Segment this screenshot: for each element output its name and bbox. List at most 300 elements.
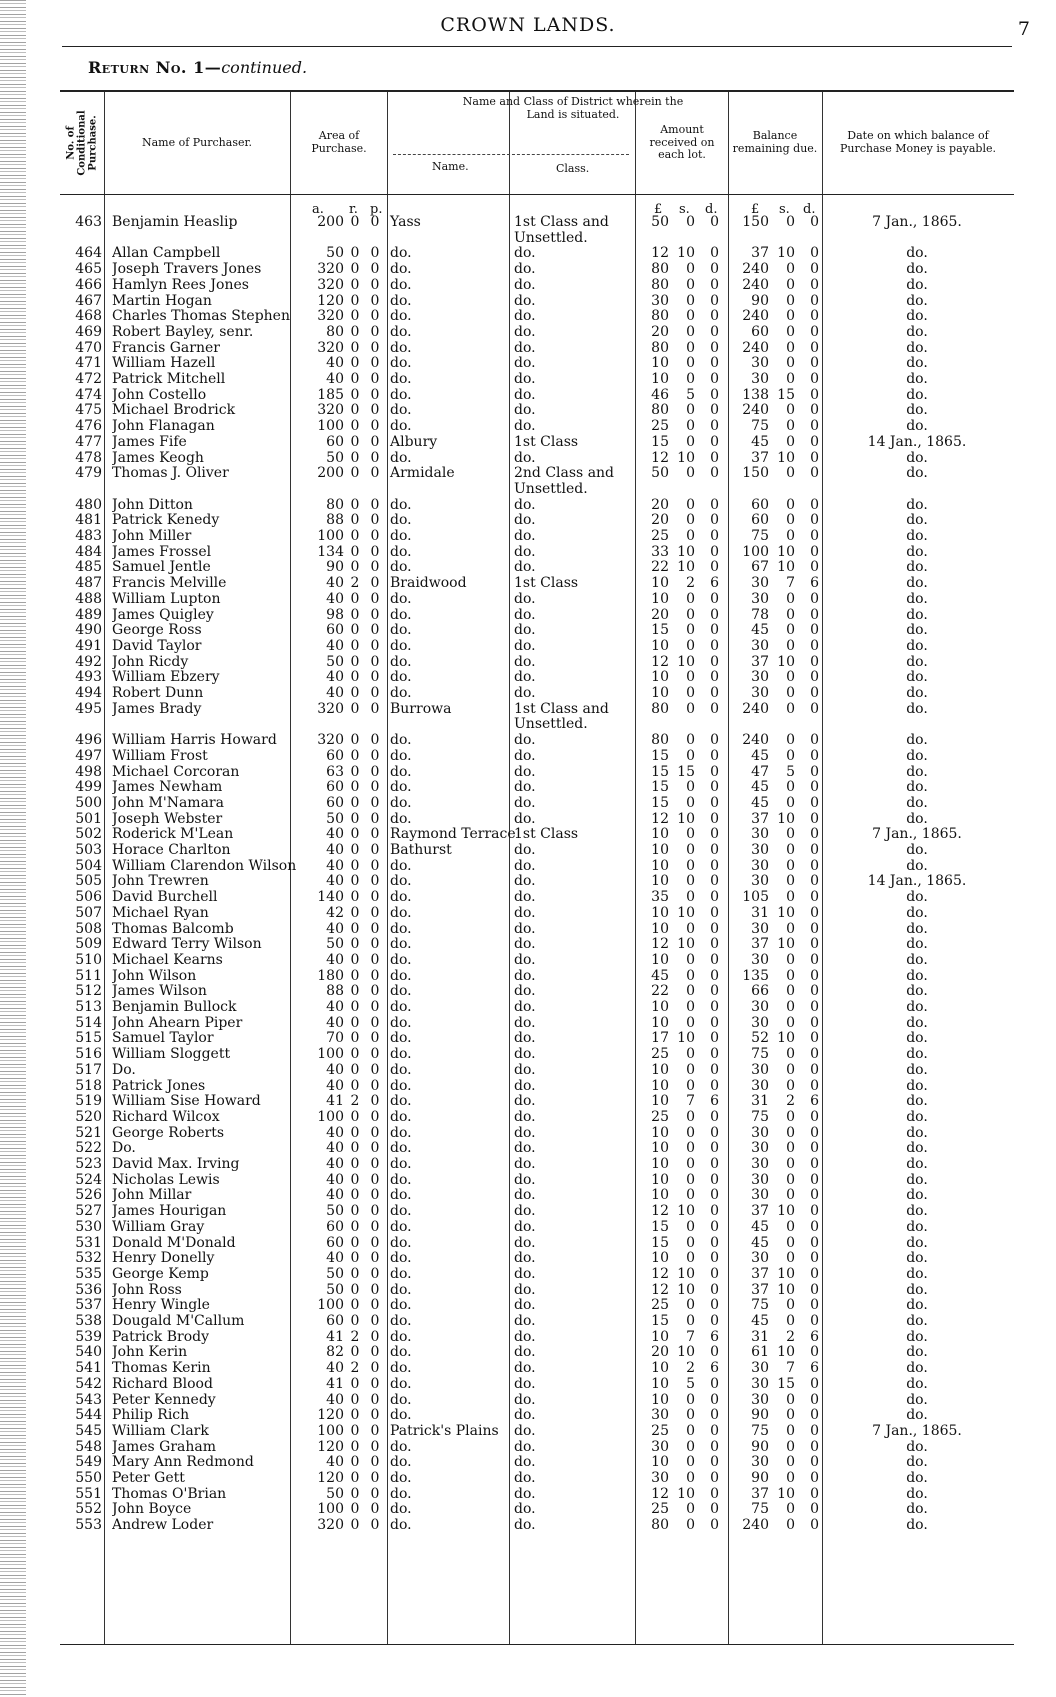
payable-date: do. (906, 1470, 928, 1486)
area-acres: 40 (326, 590, 344, 607)
balance-shillings: 0 (786, 1124, 795, 1141)
purchaser-name: David Burchell (112, 889, 218, 906)
amount-shillings: 0 (686, 1517, 695, 1534)
area-roods: 0 (350, 1061, 360, 1078)
purchaser-name: Thomas Kerin (112, 1360, 211, 1377)
balance-pounds: 75 (751, 1108, 769, 1125)
amount-pounds: 25 (651, 1108, 669, 1125)
balance-shillings: 0 (786, 1517, 795, 1534)
area-acres: 180 (317, 967, 344, 984)
balance-shillings: 10 (777, 1344, 795, 1361)
balance-pounds: 30 (751, 1391, 769, 1408)
amount-pounds: 15 (651, 433, 669, 450)
district-class: do. (514, 1422, 536, 1439)
table-row (60, 1093, 1014, 1109)
area-acres: 100 (317, 418, 344, 435)
area-perches: 0 (370, 433, 380, 450)
header-district: Name and Class of District wherein the Land is situated. (462, 95, 684, 121)
area-roods: 0 (350, 967, 360, 984)
amount-shillings: 15 (677, 763, 695, 780)
area-acres: 60 (326, 1218, 344, 1235)
amount-pounds: 10 (651, 1391, 669, 1408)
district-name: do. (390, 622, 412, 639)
area-roods: 0 (350, 386, 360, 403)
payable-date: do. (906, 606, 928, 623)
balance-pounds: 37 (751, 1485, 769, 1502)
balance-pounds: 60 (751, 323, 769, 340)
payable-date: do. (906, 685, 928, 701)
balance-shillings: 0 (786, 1250, 795, 1267)
payable-date: do. (906, 1281, 928, 1298)
balance-shillings: 0 (786, 528, 795, 544)
area-roods: 0 (350, 1077, 360, 1094)
balance-pence: 6 (810, 1360, 819, 1377)
return-title-continued: continued. (221, 58, 308, 77)
balance-pounds: 30 (751, 842, 769, 858)
area-roods: 0 (350, 245, 360, 262)
purchaser-name: David Taylor (112, 637, 202, 654)
area-perches: 0 (370, 653, 380, 670)
amount-pence: 0 (710, 873, 719, 890)
amount-shillings: 10 (677, 810, 695, 827)
table-row (60, 1297, 1014, 1313)
purchaser-name: James Newham (112, 779, 223, 796)
purchaser-name: George Kemp (112, 1265, 209, 1282)
balance-pence: 6 (810, 1093, 819, 1110)
amount-pence: 0 (710, 1140, 719, 1157)
balance-shillings: 0 (786, 622, 795, 639)
balance-pounds: 150 (742, 214, 769, 230)
area-perches: 0 (370, 1234, 380, 1251)
payable-date: do. (906, 355, 928, 372)
balance-pence: 0 (810, 371, 819, 387)
payable-date: 7 Jan., 1865. (872, 214, 962, 230)
balance-pounds: 61 (751, 1344, 769, 1361)
district-name: Patrick's Plains (390, 1422, 499, 1439)
balance-pence: 0 (810, 433, 819, 450)
area-perches: 0 (370, 999, 380, 1015)
balance-pounds: 75 (751, 418, 769, 435)
purchase-number: 537 (75, 1297, 102, 1314)
table-row (60, 779, 1014, 795)
amount-pence: 0 (710, 1124, 719, 1141)
area-perches: 0 (370, 1297, 380, 1314)
area-perches: 0 (370, 292, 380, 309)
table-row (60, 308, 1014, 324)
amount-shillings: 10 (677, 245, 695, 262)
district-class: do. (514, 1407, 536, 1424)
area-roods: 0 (350, 261, 360, 278)
area-perches: 0 (370, 402, 380, 419)
table-row (60, 1313, 1014, 1329)
purchase-number: 477 (75, 433, 102, 450)
amount-shillings: 10 (677, 559, 695, 576)
balance-shillings: 0 (786, 700, 795, 717)
balance-pounds: 37 (751, 1281, 769, 1298)
balance-pounds: 30 (751, 857, 769, 874)
purchase-number: 485 (75, 559, 102, 576)
area-roods: 0 (350, 1203, 360, 1220)
amount-pence: 0 (710, 1171, 719, 1188)
unit-acres: a. (312, 202, 324, 217)
amount-pounds: 46 (651, 386, 669, 403)
district-class: do. (514, 308, 536, 325)
amount-shillings: 2 (686, 1360, 695, 1377)
payable-date: do. (906, 810, 928, 827)
table-row (60, 607, 1014, 623)
district-class: 1st Class (514, 433, 579, 450)
area-acres: 50 (326, 653, 344, 670)
balance-pence: 0 (810, 1250, 819, 1267)
amount-shillings: 0 (686, 873, 695, 890)
area-perches: 0 (370, 873, 380, 890)
balance-pence: 0 (810, 1265, 819, 1282)
table-row (60, 1125, 1014, 1141)
area-roods: 0 (350, 1517, 360, 1534)
amount-pounds: 25 (651, 1046, 669, 1063)
balance-pounds: 138 (742, 386, 769, 403)
amount-pounds: 80 (651, 402, 669, 419)
balance-pounds: 75 (751, 528, 769, 544)
purchase-number: 475 (75, 402, 102, 419)
payable-date: do. (906, 1030, 928, 1047)
header-district-divider (393, 154, 629, 155)
area-roods: 0 (350, 433, 360, 450)
table-row (60, 481, 1014, 497)
purchaser-name: James Brady (112, 700, 202, 717)
balance-pence: 0 (810, 826, 819, 843)
amount-pence: 0 (710, 685, 719, 701)
table-row (60, 1015, 1014, 1031)
balance-pence: 0 (810, 402, 819, 419)
table-row (60, 873, 1014, 889)
purchase-number: 549 (75, 1454, 102, 1471)
purchase-number: 497 (75, 747, 102, 764)
purchaser-name: Philip Rich (112, 1407, 190, 1424)
purchase-number: 517 (75, 1061, 102, 1078)
balance-shillings: 0 (786, 1501, 795, 1518)
balance-shillings: 7 (786, 575, 795, 592)
purchase-number: 511 (75, 967, 102, 984)
balance-pence: 0 (810, 1046, 819, 1063)
balance-pence: 0 (810, 1297, 819, 1314)
area-roods: 2 (350, 1360, 360, 1377)
area-roods: 0 (350, 606, 360, 623)
balance-pence: 0 (810, 308, 819, 325)
purchase-number: 491 (75, 637, 102, 654)
table-row (60, 230, 1014, 246)
district-class: do. (514, 1454, 536, 1471)
payable-date: do. (906, 1203, 928, 1220)
amount-pence: 0 (710, 355, 719, 372)
purchase-number: 479 (75, 465, 102, 482)
payable-date: do. (906, 496, 928, 513)
header-area: Area of Purchase. (311, 129, 367, 155)
balance-shillings: 0 (786, 999, 795, 1015)
purchase-number: 540 (75, 1344, 102, 1361)
amount-pence: 0 (710, 967, 719, 984)
table-row (60, 1266, 1014, 1282)
area-roods: 0 (350, 1108, 360, 1125)
area-perches: 0 (370, 1061, 380, 1078)
purchaser-name: William Gray (112, 1218, 205, 1235)
area-acres: 320 (317, 1517, 344, 1534)
balance-pounds: 37 (751, 1265, 769, 1282)
amount-pence: 0 (710, 810, 719, 827)
area-acres: 200 (317, 465, 344, 482)
balance-shillings: 0 (786, 465, 795, 482)
payable-date: do. (906, 1250, 928, 1267)
purchaser-name: Peter Kennedy (112, 1391, 216, 1408)
balance-shillings: 10 (777, 653, 795, 670)
district-name: do. (390, 1234, 412, 1251)
purchase-number: 465 (75, 261, 102, 278)
area-acres: 50 (326, 1281, 344, 1298)
district-class: do. (514, 1061, 536, 1078)
payable-date: do. (906, 245, 928, 262)
purchaser-name: John Wilson (112, 967, 197, 984)
district-class: do. (514, 622, 536, 639)
area-acres: 40 (326, 355, 344, 372)
amount-pounds: 12 (651, 1281, 669, 1298)
purchase-number: 530 (75, 1218, 102, 1235)
district-class: do. (514, 1360, 536, 1377)
area-acres: 40 (326, 1014, 344, 1031)
balance-pounds: 30 (751, 1187, 769, 1204)
amount-pounds: 10 (651, 857, 669, 874)
area-perches: 0 (370, 1501, 380, 1518)
purchaser-name: Dougald M'Callum (112, 1313, 245, 1329)
balance-pounds: 45 (751, 794, 769, 811)
balance-pounds: 37 (751, 936, 769, 953)
table-row (60, 1046, 1014, 1062)
purchaser-name: Joseph Webster (112, 810, 223, 827)
district-class: do. (514, 449, 536, 466)
area-roods: 0 (350, 1281, 360, 1298)
district-class: Unsettled. (514, 229, 588, 246)
area-perches: 0 (370, 1375, 380, 1392)
district-name: do. (390, 1344, 412, 1361)
purchaser-name: Joseph Travers Jones (112, 261, 262, 278)
amount-pence: 0 (710, 1250, 719, 1267)
amount-shillings: 0 (686, 1218, 695, 1235)
balance-shillings: 10 (777, 810, 795, 827)
table-row (60, 1407, 1014, 1423)
balance-shillings: 0 (786, 606, 795, 623)
payable-date: do. (906, 1313, 928, 1329)
payable-date: do. (906, 512, 928, 529)
amount-pence: 0 (710, 543, 719, 560)
balance-pence: 0 (810, 590, 819, 607)
district-class: do. (514, 1313, 536, 1329)
district-name: do. (390, 685, 412, 701)
area-perches: 0 (370, 685, 380, 701)
balance-pence: 6 (810, 1328, 819, 1345)
district-name: do. (390, 857, 412, 874)
payable-date: do. (906, 653, 928, 670)
amount-pounds: 80 (651, 1517, 669, 1534)
purchase-number: 548 (75, 1438, 102, 1455)
amount-pounds: 12 (651, 810, 669, 827)
district-name: do. (390, 1313, 412, 1329)
table-row (60, 450, 1014, 466)
balance-pounds: 105 (742, 889, 769, 906)
purchase-number: 464 (75, 245, 102, 262)
purchase-number: 531 (75, 1234, 102, 1251)
table-row (60, 465, 1014, 481)
purchase-number: 523 (75, 1156, 102, 1172)
area-perches: 0 (370, 323, 380, 340)
district-name: do. (390, 1470, 412, 1486)
payable-date: do. (906, 1485, 928, 1502)
payable-date: 14 Jan., 1865. (867, 433, 967, 450)
balance-pounds: 240 (742, 339, 769, 356)
area-roods: 0 (350, 763, 360, 780)
table-row (60, 1140, 1014, 1156)
table-row (60, 858, 1014, 874)
balance-pence: 0 (810, 386, 819, 403)
amount-pence: 0 (710, 1077, 719, 1094)
balance-pence: 0 (810, 418, 819, 435)
table-row (60, 669, 1014, 685)
amount-pounds: 10 (651, 951, 669, 968)
balance-pounds: 240 (742, 1517, 769, 1534)
district-name: do. (390, 355, 412, 372)
balance-pounds: 240 (742, 700, 769, 717)
balance-pence: 0 (810, 904, 819, 921)
purchaser-name: William Clarendon Wilson (112, 857, 297, 874)
area-perches: 0 (370, 1030, 380, 1047)
area-acres: 40 (326, 826, 344, 843)
balance-shillings: 0 (786, 214, 795, 230)
district-name: Burrowa (390, 700, 452, 717)
area-acres: 40 (326, 1077, 344, 1094)
purchase-number: 544 (75, 1407, 102, 1424)
amount-pence: 0 (710, 402, 719, 419)
amount-pounds: 20 (651, 323, 669, 340)
area-acres: 40 (326, 637, 344, 654)
area-acres: 40 (326, 1156, 344, 1172)
purchase-number: 532 (75, 1250, 102, 1267)
district-name: do. (390, 418, 412, 435)
balance-pence: 0 (810, 1203, 819, 1220)
amount-shillings: 0 (686, 1061, 695, 1078)
payable-date: do. (906, 622, 928, 639)
table-row (60, 1030, 1014, 1046)
area-acres: 60 (326, 433, 344, 450)
amount-shillings: 0 (686, 261, 695, 278)
amount-pence: 0 (710, 276, 719, 293)
table-row (60, 1517, 1014, 1533)
district-name: do. (390, 339, 412, 356)
balance-pounds: 100 (742, 543, 769, 560)
district-name: Albury (390, 433, 438, 450)
district-name: do. (390, 1265, 412, 1282)
balance-pence: 0 (810, 1124, 819, 1141)
balance-pence: 0 (810, 1485, 819, 1502)
balance-pounds: 90 (751, 1438, 769, 1455)
purchaser-name: Do. (112, 1140, 136, 1157)
area-acres: 40 (326, 920, 344, 937)
table-row (60, 1156, 1014, 1172)
area-roods: 0 (350, 1391, 360, 1408)
district-name: do. (390, 1501, 412, 1518)
district-class: do. (514, 732, 536, 749)
area-acres: 320 (317, 700, 344, 717)
amount-pounds: 25 (651, 418, 669, 435)
amount-shillings: 10 (677, 1281, 695, 1298)
amount-shillings: 0 (686, 1391, 695, 1408)
area-acres: 40 (326, 685, 344, 701)
amount-pence: 0 (710, 1438, 719, 1455)
amount-pounds: 10 (651, 355, 669, 372)
amount-pounds: 12 (651, 653, 669, 670)
balance-pence: 0 (810, 936, 819, 953)
area-perches: 0 (370, 418, 380, 435)
purchaser-name: James Fife (112, 433, 187, 450)
area-perches: 0 (370, 308, 380, 325)
amount-pounds: 15 (651, 747, 669, 764)
payable-date: do. (906, 1093, 928, 1110)
balance-shillings: 0 (786, 402, 795, 419)
amount-pounds: 10 (651, 1061, 669, 1078)
area-perches: 0 (370, 1124, 380, 1141)
amount-shillings: 0 (686, 700, 695, 717)
district-name: do. (390, 528, 412, 544)
district-class: do. (514, 857, 536, 874)
purchaser-name: William Sise Howard (112, 1093, 261, 1110)
balance-shillings: 0 (786, 261, 795, 278)
amount-pence: 0 (710, 1375, 719, 1392)
amount-shillings: 0 (686, 920, 695, 937)
district-class: do. (514, 637, 536, 654)
balance-pence: 0 (810, 700, 819, 717)
amount-pence: 0 (710, 857, 719, 874)
balance-shillings: 0 (786, 292, 795, 309)
district-name: do. (390, 794, 412, 811)
district-class: do. (514, 1108, 536, 1125)
balance-shillings: 10 (777, 904, 795, 921)
payable-date: do. (906, 637, 928, 654)
table-row (60, 355, 1014, 371)
amount-shillings: 0 (686, 999, 695, 1015)
purchase-number: 522 (75, 1140, 102, 1157)
area-roods: 0 (350, 622, 360, 639)
amount-shillings: 10 (677, 1265, 695, 1282)
amount-shillings: 0 (686, 747, 695, 764)
amount-shillings: 0 (686, 1077, 695, 1094)
amount-pence: 0 (710, 951, 719, 968)
area-roods: 0 (350, 1407, 360, 1424)
purchaser-name: Thomas Balcomb (112, 920, 234, 937)
purchaser-name: William Ebzery (112, 669, 220, 686)
district-name: Bathurst (390, 842, 452, 858)
area-roods: 0 (350, 1171, 360, 1188)
balance-pounds: 30 (751, 873, 769, 890)
balance-shillings: 10 (777, 1265, 795, 1282)
table-row (60, 1360, 1014, 1376)
amount-pence: 0 (710, 1234, 719, 1251)
balance-pence: 0 (810, 1218, 819, 1235)
balance-shillings: 0 (786, 1108, 795, 1125)
amount-pounds: 20 (651, 496, 669, 513)
balance-pence: 0 (810, 1171, 819, 1188)
table-row (60, 1329, 1014, 1345)
area-acres: 82 (326, 1344, 344, 1361)
amount-shillings: 0 (686, 1313, 695, 1329)
area-roods: 0 (350, 747, 360, 764)
amount-pounds: 22 (651, 559, 669, 576)
